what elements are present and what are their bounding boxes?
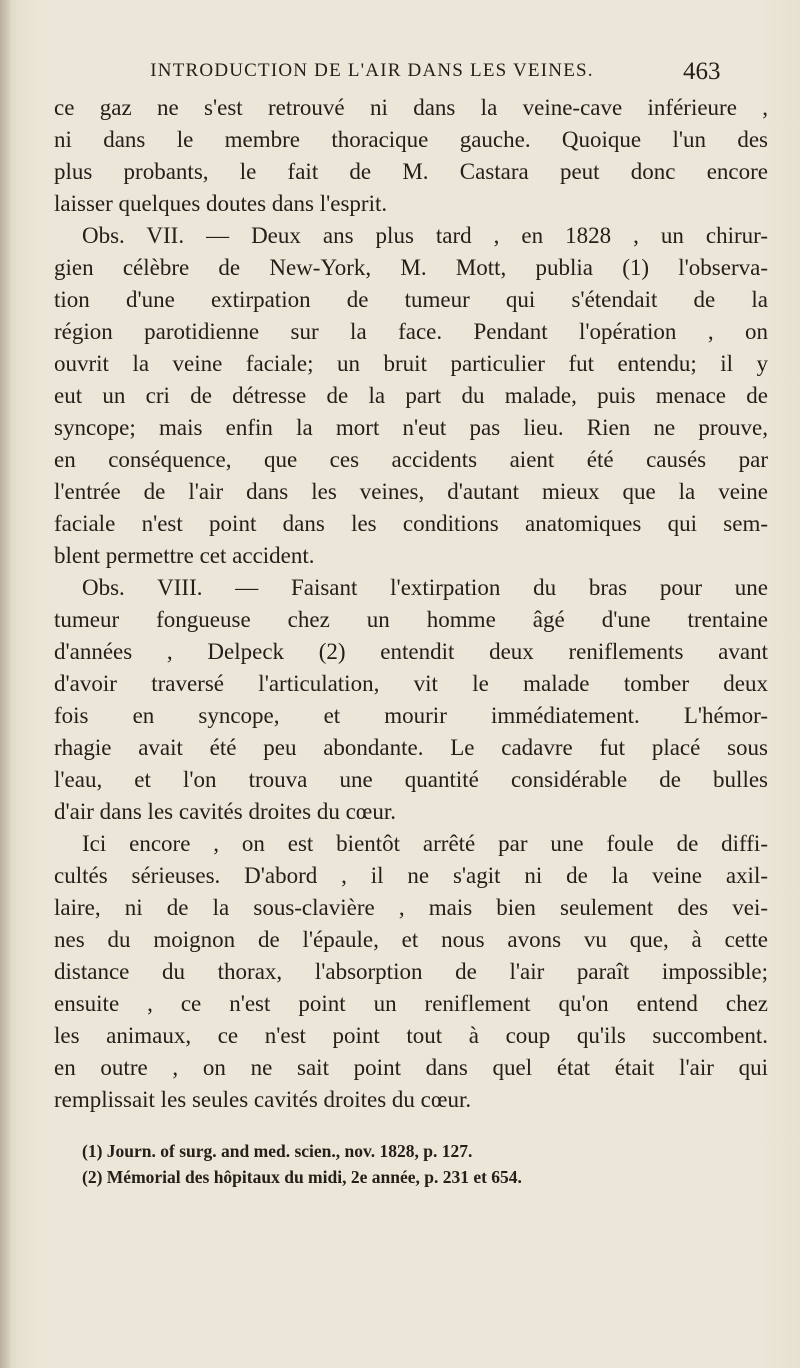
text-line: région parotidienne sur la face. Pendant l'opération , on [54, 319, 768, 344]
text-line: l'eau, et l'on trouva une quantité considérable de bulles [54, 767, 768, 792]
text-line: fois en syncope, et mourir immédiatement. L'hémor- [54, 703, 768, 728]
text-line: eut un cri de détresse de la part du malade, puis menace de [54, 383, 768, 408]
text-line: nes du moignon de l'épaule, et nous avons vu que, à cette [54, 927, 768, 952]
text-line: en conséquence, que ces accidents aient été causés par [54, 447, 768, 472]
page-binding-edge [0, 0, 10, 1368]
text-line: les animaux, ce n'est point tout à coup qu'ils succombent. [54, 1023, 768, 1048]
page-number: 463 [683, 58, 721, 85]
text-line: d'années , Delpeck (2) entendit deux reniflements avant [54, 639, 768, 664]
observation-viii-heading-line: Obs. VIII. — Faisant l'extirpation du bras pour une [82, 575, 768, 600]
text-line: faciale n'est point dans les conditions anatomiques qui sem- [54, 511, 768, 536]
footnote-2: (2) Mémorial des hôpitaux du midi, 2e année, p. 231 et 654. [82, 1167, 522, 1187]
text-line: l'entrée de l'air dans les veines, d'autant mieux que la veine [54, 479, 768, 504]
text-line: ce gaz ne s'est retrouvé ni dans la veine-cave inférieure , [54, 95, 768, 120]
text-line: ouvrit la veine faciale; un bruit particulier fut entendu; il y [54, 351, 768, 376]
text-line: ensuite , ce n'est point un reniflement qu'on entend chez [54, 991, 768, 1016]
text-line: tion d'une extirpation de tumeur qui s'étendait de la [54, 287, 768, 312]
text-line: tumeur fongueuse chez un homme âgé d'une trentaine [54, 607, 768, 632]
footnote-1: (1) Journ. of surg. and med. scien., nov. 1828, p. 127. [82, 1141, 473, 1161]
observation-vii-heading-line: Obs. VII. — Deux ans plus tard , en 1828 , un chirur- [82, 223, 768, 248]
text-line: gien célèbre de New-York, M. Mott, publia (1) l'observa- [54, 255, 768, 280]
text-line: d'air dans les cavités droites du cœur. [54, 799, 397, 824]
text-line: plus probants, le fait de M. Castara peut donc encore [54, 159, 768, 184]
text-line: cultés sérieuses. D'abord , il ne s'agit ni de la veine axil- [54, 863, 768, 888]
text-line: distance du thorax, l'absorption de l'air paraît impossible; [54, 959, 768, 984]
text-line: laisser quelques doutes dans l'esprit. [54, 191, 388, 216]
text-line: remplissait les seules cavités droites du cœur. [54, 1087, 472, 1112]
text-line: syncope; mais enfin la mort n'eut pas lieu. Rien ne prouve, [54, 415, 768, 440]
page-header [0, 58, 800, 92]
running-head: INTRODUCTION DE L'AIR DANS LES VEINES. [150, 60, 594, 81]
text-line: d'avoir traversé l'articulation, vit le malade tomber deux [54, 671, 768, 696]
text-line: en outre , on ne sait point dans quel état était l'air qui [54, 1055, 768, 1080]
text-line: laire, ni de la sous-clavière , mais bien seulement des vei- [54, 895, 768, 920]
text-line: rhagie avait été peu abondante. Le cadavre fut placé sous [54, 735, 768, 760]
text-line: Ici encore , on est bientôt arrêté par une foule de diffi- [82, 831, 768, 856]
text-line: ni dans le membre thoracique gauche. Quoique l'un des [54, 127, 768, 152]
text-line: blent permettre cet accident. [54, 543, 315, 568]
